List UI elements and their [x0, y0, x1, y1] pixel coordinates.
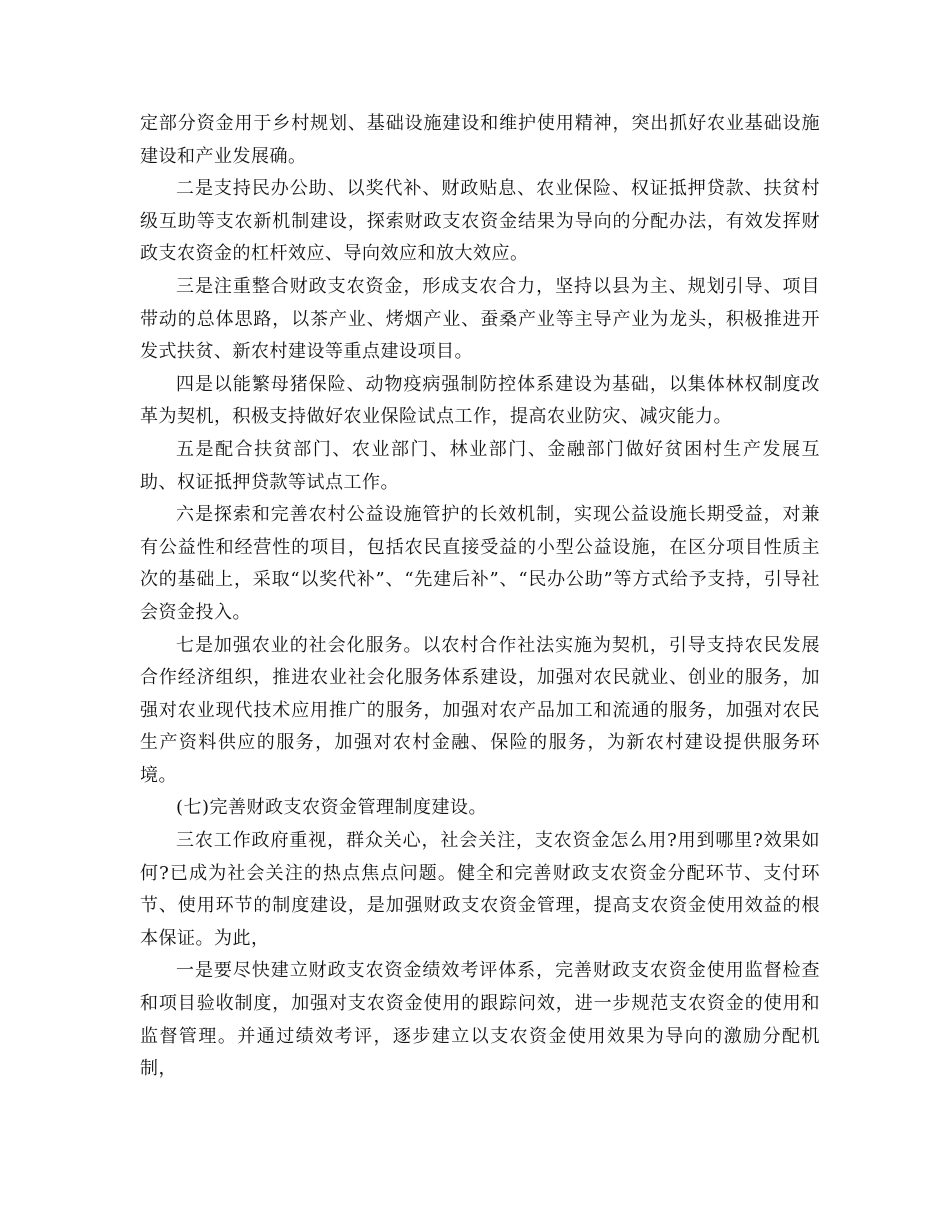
paragraph-5: 五是配合扶贫部门、农业部门、林业部门、金融部门做好贫困村生产发展互助、权证抵押贷款等试点工作。 — [140, 438, 820, 493]
paragraph-10: 一是要尽快建立财政支农资金绩效考评体系，完善财政支农资金使用监督检查和项目验收制度，加强对支农资金使用的跟踪问效，进一步规范支农资金的使用和监督管理。并通过绩效考评，逐步建立以支农资金使用效果为导向的激励分配机制， — [140, 960, 820, 1080]
paragraph-2: 二是支持民办公助、以奖代补、财政贴息、农业保险、权证抵押贷款、扶贫村级互助等支农新机制建设，探索财政支农资金结果为导向的分配办法，有效发挥财政支农资金的杠杆效应、导向效应和放大效应。 — [140, 178, 820, 265]
paragraph-3: 三是注重整合财政支农资金，形成支农合力，坚持以县为主、规划引导、项目带动的总体思路，以茶产业、烤烟产业、蚕桑产业等主导产业为龙头，积极推进开发式扶贫、新农村建设等重点建设项目。 — [140, 275, 820, 363]
paragraph-6: 六是探索和完善农村公益设施管护的长效机制，实现公益设施长期受益，对兼有公益性和经营性的项目，包括农民直接受益的小型公益设施，在区分项目性质主次的基础上，采取“以奖代补”、“先建后补”、“民办公助”等方式给予支持，引导社会资金投入。 — [140, 504, 820, 623]
paragraph-4: 四是以能繁母猪保险、动物疫病强制防控体系建设为基础，以集体林权制度改革为契机，积极支持做好农业保险试点工作，提高农业防灾、减灾能力。 — [140, 373, 820, 428]
paragraph-9: 三农工作政府重视，群众关心，社会关注，支农资金怎么用?用到哪里?效果如何?已成为社会关注的热点焦点问题。健全和完善财政支农资金分配环节、支付环节、使用环节的制度建设，是加强财政支农资金管理，提高支农资金使用效益的根本保证。为此， — [140, 830, 820, 949]
document-body — [140, 108, 820, 1086]
paragraph-1: 定部分资金用于乡村规划、基础设施建设和维护使用精神，突出抓好农业基础设施建设和产业发展确。 — [140, 113, 820, 167]
paragraph-7: 七是加强农业的社会化服务。以农村合作社法实施为契机，引导支持农民发展合作经济组织，推进农业社会化服务体系建设，加强对农民就业、创业的服务，加强对农业现代技术应用推广的服务，加强对农产品加工和流通的服务，加强对农民生产资料供应的服务，加强对农村金融、保险的服务，为新农村建设提供服务环境。 — [140, 634, 820, 786]
section-heading: (七)完善财政支农资金管理制度建设。 — [176, 797, 488, 819]
